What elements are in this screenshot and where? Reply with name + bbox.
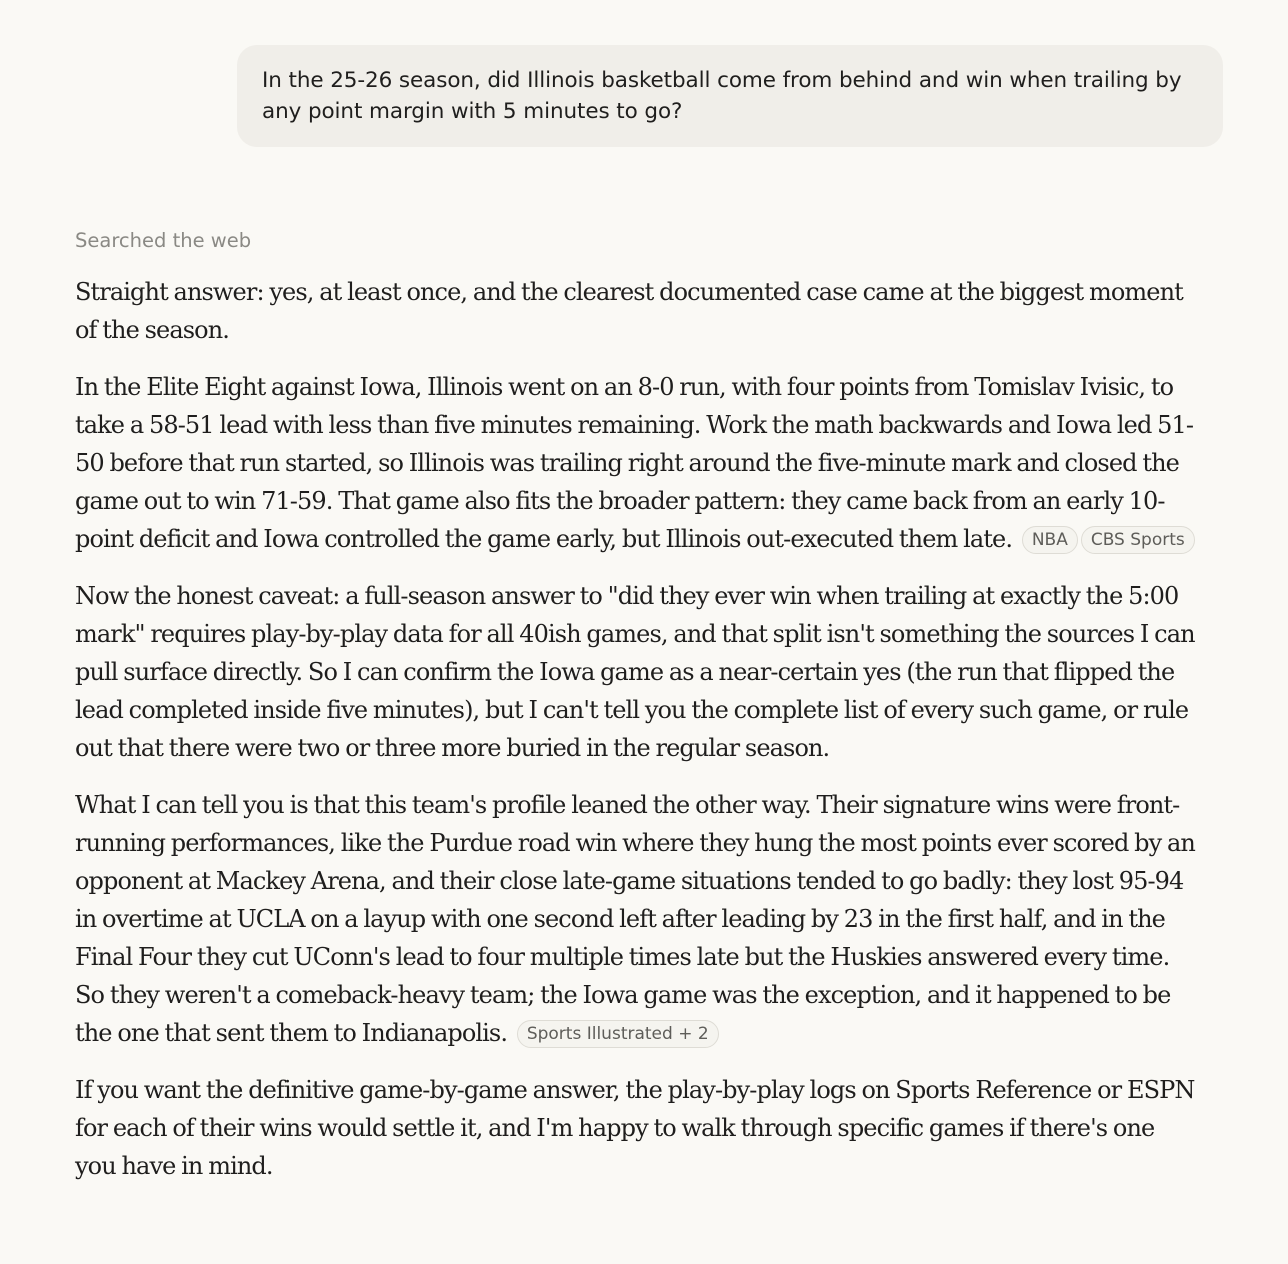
response-paragraph-1: Straight answer: yes, at least once, and the clearest documented case came at the biggest moment of the season. [75, 278, 1183, 344]
response-paragraph-2: In the Elite Eight against Iowa, Illinois went on an 8-0 run, with four points from Tomislav Ivisic, to take a 58-51 lead with less than five minutes remaining. Work the math backwards and Iowa led 51-50 before that run started, so Illinois was trailing right around the five-minute mark and closed the game out to win 71-59. That game also fits the broader pattern: they came back from an early 10-point deficit and Iowa controlled the game early, but Illinois out-executed them late. NBA CBS Sports [75, 373, 1194, 553]
response-paragraph-5: If you want the definitive game-by-game answer, the play-by-play logs on Sports Reference or ESPN for each of their wins would settle it, and I'm happy to walk through specific games if there's one you have in mind. [75, 1076, 1195, 1180]
search-status-toggle[interactable]: Searched the web [75, 229, 252, 252]
source-chip-cbs-sports[interactable]: CBS Sports [1081, 526, 1195, 554]
source-chip-nba[interactable]: NBA [1022, 526, 1078, 554]
assistant-response [75, 273, 1200, 1204]
user-message-bubble [237, 45, 1223, 147]
response-paragraph-4: What I can tell you is that this team's profile leaned the other way. Their signature wins were front-running performances, like the Purdue road win where they hung the most points ever scored by an opponent at Mackey Arena, and their close late-game situations tended to go badly: they lost 95-94 in overtime at UCLA on a layup with one second left after leading by 23 in the first half, and in the Final Four they cut UConn's lead to four multiple times late but the Huskies answered every time. So they weren't a comeback-heavy team; the Iowa game was the exception, and it happened to be the one that sent them to Indianapolis. Sports Illustrated + 2 [75, 791, 1195, 1047]
user-message-text: In the 25-26 season, did Illinois basketball come from behind and win when trailing by any point margin with 5 minutes to go? [262, 68, 1182, 124]
source-chip-sports-illustrated[interactable]: Sports Illustrated + 2 [517, 1020, 719, 1048]
response-paragraph-3: Now the honest caveat: a full-season answer to "did they ever win when trailing at exactly the 5:00 mark" requires play-by-play data for all 40ish games, and that split isn't something the sources I can pull surface directly. So I can confirm the Iowa game as a near-certain yes (the run that flipped the lead completed inside five minutes), but I can't tell you the complete list of every such game, or rule out that there were two or three more buried in the regular season. [75, 582, 1195, 762]
